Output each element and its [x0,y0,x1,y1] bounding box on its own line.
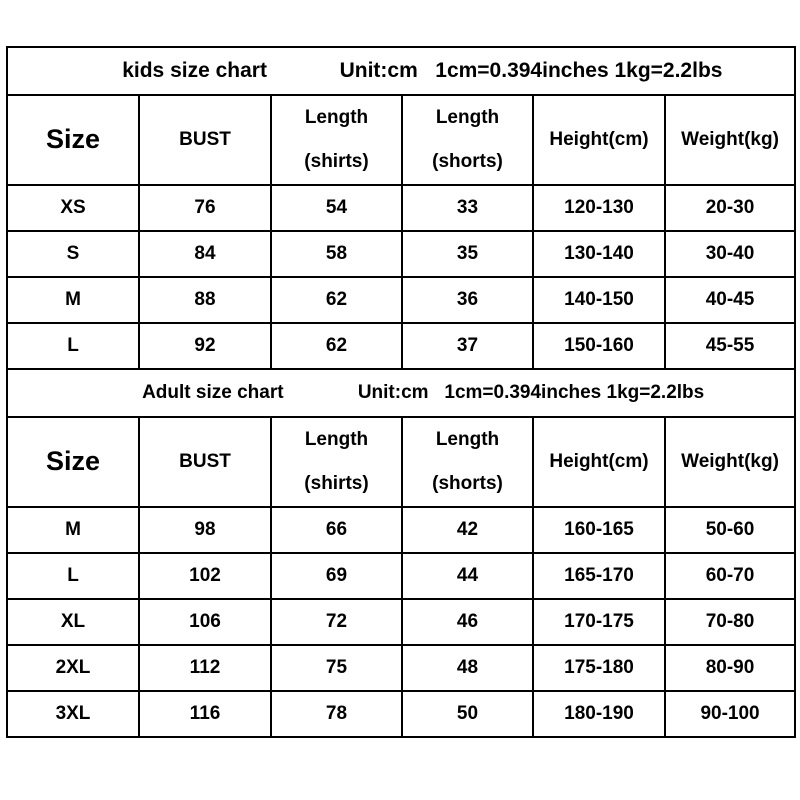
adult-cell-weight: 90-100 [665,691,795,737]
table-row [7,645,795,691]
adult-cell-length-shirts: 69 [271,553,402,599]
kids-header-length-shorts-line2: (shorts) [432,151,503,172]
adult-cell-length-shirts: 72 [271,599,402,645]
size-chart-sheet [6,46,794,738]
adult-cell-weight: 70-80 [665,599,795,645]
adult-header-height: Height(cm) [533,417,665,507]
adult-header-length-shorts-line2: (shorts) [432,473,503,494]
kids-header-length-shirts-line2: (shirts) [304,151,369,172]
adult-header-length-shirts [271,417,402,507]
kids-cell-bust: 88 [139,277,271,323]
kids-cell-weight: 30-40 [665,231,795,277]
table-row [7,691,795,737]
kids-cell-size: S [7,231,139,277]
kids-cell-height: 150-160 [533,323,665,369]
kids-cell-length-shirts: 62 [271,277,402,323]
adult-header-bust: BUST [139,417,271,507]
adult-cell-bust: 112 [139,645,271,691]
adult-cell-bust: 106 [139,599,271,645]
adult-cell-weight: 60-70 [665,553,795,599]
kids-header-length-shorts [402,95,533,185]
adult-cell-length-shirts: 78 [271,691,402,737]
adult-cell-height: 170-175 [533,599,665,645]
kids-header-size: Size [7,95,139,185]
kids-header-length-shorts-line1: Length [435,107,500,128]
adult-cell-size: XL [7,599,139,645]
adult-cell-bust: 98 [139,507,271,553]
adult-cell-weight: 50-60 [665,507,795,553]
kids-header-length-shirts-line1: Length [304,107,369,128]
adult-cell-height: 175-180 [533,645,665,691]
adult-header-size: Size [7,417,139,507]
kids-header-bust: BUST [139,95,271,185]
adult-header-length-shirts-line1: Length [304,429,369,450]
adult-cell-size: L [7,553,139,599]
kids-cell-bust: 76 [139,185,271,231]
adult-header-row [7,417,795,507]
adult-header-length-shirts-line2: (shirts) [304,473,369,494]
size-chart-table [6,46,796,738]
kids-cell-height: 120-130 [533,185,665,231]
adult-cell-length-shorts: 44 [402,553,533,599]
kids-cell-length-shirts: 62 [271,323,402,369]
adult-cell-length-shirts: 66 [271,507,402,553]
kids-cell-weight: 40-45 [665,277,795,323]
adult-cell-bust: 116 [139,691,271,737]
kids-cell-weight: 45-55 [665,323,795,369]
kids-cell-length-shirts: 54 [271,185,402,231]
table-row [7,323,795,369]
adult-cell-length-shorts: 42 [402,507,533,553]
table-row [7,185,795,231]
kids-cell-height: 130-140 [533,231,665,277]
kids-header-weight: Weight(kg) [665,95,795,185]
kids-cell-weight: 20-30 [665,185,795,231]
adult-cell-weight: 80-90 [665,645,795,691]
adult-header-weight: Weight(kg) [665,417,795,507]
kids-cell-bust: 84 [139,231,271,277]
table-row [7,277,795,323]
kids-title-row [7,47,795,95]
adult-header-length-shorts [402,417,533,507]
kids-cell-bust: 92 [139,323,271,369]
adult-cell-bust: 102 [139,553,271,599]
kids-cell-length-shorts: 33 [402,185,533,231]
adult-cell-size: M [7,507,139,553]
kids-cell-size: L [7,323,139,369]
adult-unit-note: Unit:cm 1cm=0.394inches 1kg=2.2lbs [357,382,705,404]
adult-chart-title: Adult size chart [142,382,284,404]
adult-cell-length-shirts: 75 [271,645,402,691]
kids-cell-length-shorts: 35 [402,231,533,277]
table-row [7,231,795,277]
kids-header-row [7,95,795,185]
adult-cell-size: 3XL [7,691,139,737]
kids-cell-height: 140-150 [533,277,665,323]
kids-title-cell [7,47,795,95]
kids-cell-size: M [7,277,139,323]
kids-cell-length-shirts: 58 [271,231,402,277]
adult-title-row [7,369,795,417]
kids-header-length-shirts [271,95,402,185]
adult-cell-length-shorts: 50 [402,691,533,737]
adult-cell-height: 165-170 [533,553,665,599]
adult-cell-length-shorts: 48 [402,645,533,691]
table-row [7,599,795,645]
kids-unit-note: Unit:cm 1cm=0.394inches 1kg=2.2lbs [339,58,723,82]
adult-title-cell [7,369,795,417]
adult-cell-height: 180-190 [533,691,665,737]
kids-cell-length-shorts: 36 [402,277,533,323]
adult-cell-length-shorts: 46 [402,599,533,645]
kids-cell-size: XS [7,185,139,231]
kids-chart-title: kids size chart [122,58,267,82]
adult-cell-size: 2XL [7,645,139,691]
table-row [7,553,795,599]
table-row [7,507,795,553]
adult-cell-height: 160-165 [533,507,665,553]
kids-cell-length-shorts: 37 [402,323,533,369]
adult-header-length-shorts-line1: Length [435,429,500,450]
kids-header-height: Height(cm) [533,95,665,185]
